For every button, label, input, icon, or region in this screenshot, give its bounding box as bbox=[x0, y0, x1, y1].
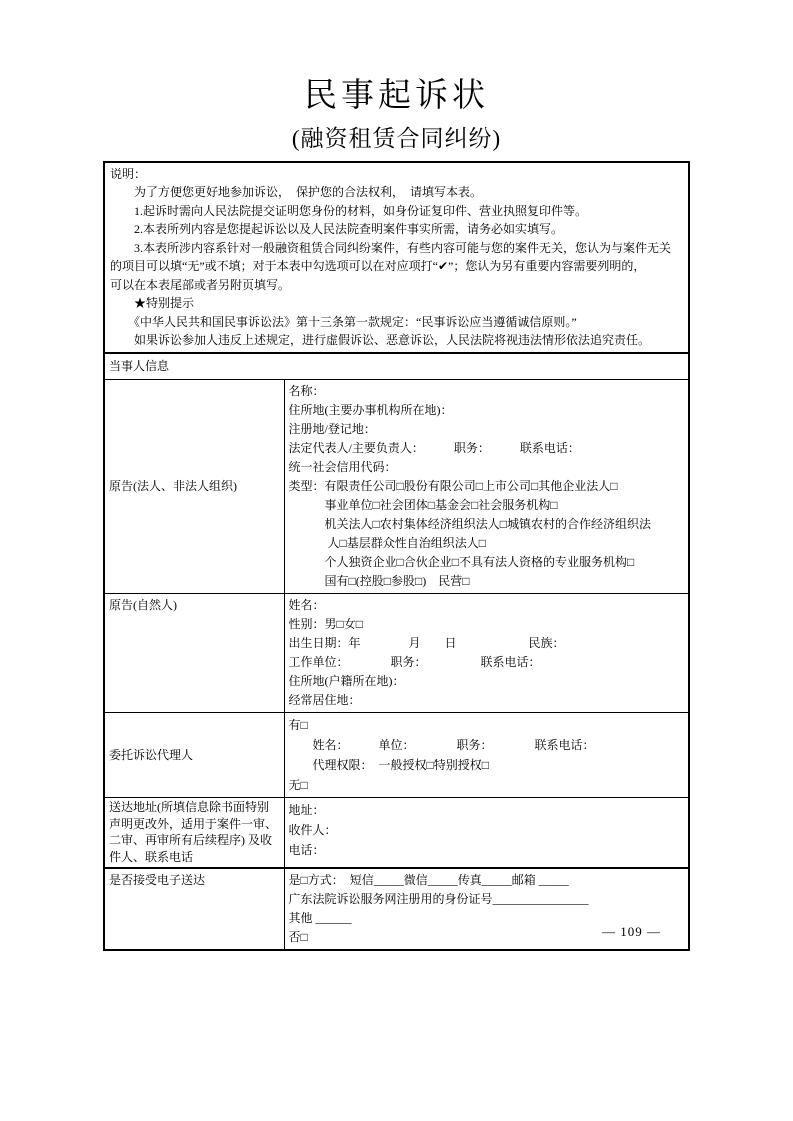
field-household-address: 住所地(户籍所在地)： bbox=[288, 674, 405, 689]
party-section-header: 当事人信息 bbox=[104, 353, 689, 380]
row-agent bbox=[104, 713, 689, 798]
field-agent-no: 无□ bbox=[288, 778, 308, 793]
agent-label: 委托诉讼代理人 bbox=[104, 713, 284, 798]
field-registered-address: 注册地/登记地： bbox=[288, 422, 376, 437]
field-org-ownership: 国有□(控股□参股□) 民营□ bbox=[288, 574, 470, 589]
plaintiff-org-fields bbox=[284, 380, 689, 594]
field-employer-title-phone: 工作单位： 职务： 联系电话： bbox=[288, 655, 541, 670]
field-birthdate-ethnicity: 出生日期：年 月 日 民族： bbox=[288, 636, 565, 651]
instructions-line: 3.本表所涉内容系针对一般融资租赁合同纠纷案件，有些内容可能与您的案件无关，您认为与案件无关 bbox=[110, 240, 672, 255]
field-agent-authority: 代理权限： 一般授权□特别授权□ bbox=[288, 758, 489, 773]
field-agent-info: 姓名： 单位： 职务： 联系电话： bbox=[288, 738, 595, 753]
instructions-line: 1.起诉时需向人民法院提交证明您身份的材料，如身份证复印件、营业执照复印件等。 bbox=[110, 203, 588, 218]
field-phone: 电话： bbox=[288, 843, 325, 858]
field-eservice-yes-methods: 是□方式： 短信_____微信_____传真_____邮箱 _____ bbox=[288, 873, 569, 888]
field-domicile: 住所地(主要办事机构所在地)： bbox=[288, 403, 453, 418]
row-party-section-header bbox=[104, 353, 689, 380]
instructions-line: 为了方便您更好地参加诉讼， 保护您的合法权利， 请填写本表。 bbox=[110, 185, 483, 200]
service-address-fields bbox=[284, 798, 689, 869]
field-org-type: 个人独资企业□合伙企业□不具有法人资格的专业服务机构□ bbox=[288, 555, 635, 570]
instructions-line: 如果诉讼参加人违反上述规定，进行虚假诉讼、恶意诉讼，人民法院将视违法情形依法追究责任。 bbox=[110, 333, 651, 348]
special-notice-heading: ★特别提示 bbox=[110, 296, 195, 311]
field-eservice-other: 其他 ______ bbox=[288, 911, 352, 926]
field-legal-representative: 法定代表人/主要负责人： 职务： 联系电话： bbox=[288, 441, 580, 456]
field-recipient: 收件人： bbox=[288, 823, 337, 838]
field-credit-code: 统一社会信用代码： bbox=[288, 460, 397, 475]
field-agent-yes: 有□ bbox=[288, 718, 308, 733]
document-subtitle: (融资租赁合同纠纷) bbox=[291, 126, 502, 152]
electronic-service-label: 是否接受电子送达 bbox=[104, 868, 284, 950]
row-instructions bbox=[104, 162, 689, 353]
row-plaintiff-person bbox=[104, 594, 689, 713]
field-address: 地址： bbox=[288, 803, 325, 818]
agent-fields bbox=[284, 713, 689, 798]
plaintiff-org-label: 原告(法人、非法人组织) bbox=[104, 380, 284, 594]
field-org-type: 机关法人□农村集体经济组织法人□城镇农村的合作经济组织法 bbox=[288, 517, 651, 532]
field-org-type: 事业单位□社会团体□基金会□社会服务机构□ bbox=[288, 498, 558, 513]
row-service-address bbox=[104, 798, 689, 869]
field-person-name: 姓名： bbox=[288, 598, 325, 613]
service-address-label: 送达地址(所填信息除书面特别声明更改外，适用于案件一审、二审、再审所有后续程序) 及收件人、联系电话 bbox=[104, 798, 284, 869]
field-org-type: 类型：有限责任公司□股份有限公司□上市公司□其他企业法人□ bbox=[288, 479, 618, 494]
instructions-heading: 说明： bbox=[110, 166, 147, 181]
instructions-line: 可以在本表尾部或者另附页填写。 bbox=[110, 277, 291, 292]
field-gender: 性别：男□女□ bbox=[288, 617, 363, 632]
plaintiff-person-label: 原告(自然人) bbox=[104, 594, 284, 713]
instructions-cell bbox=[104, 162, 689, 353]
instructions-line: 的项目可以填“无”或不填；对于本表中勾选项可以在对应项打“✔”；您认为另有重要内容需要列明的， bbox=[110, 259, 646, 274]
field-eservice-no: 否□ bbox=[288, 930, 308, 945]
plaintiff-person-fields bbox=[284, 594, 689, 713]
field-org-type: 人□基层群众性自治组织法人□ bbox=[288, 536, 486, 551]
field-eservice-id-number: 广东法院诉讼服务网注册用的身份证号________________ bbox=[288, 892, 589, 907]
document-title: 民事起诉状 bbox=[304, 78, 489, 114]
complaint-form-table bbox=[103, 161, 690, 952]
row-plaintiff-org bbox=[104, 380, 689, 594]
page-number: — 109 — bbox=[602, 924, 661, 939]
field-habitual-residence: 经常居住地： bbox=[288, 693, 361, 708]
instructions-line: 《中华人民共和国民事诉讼法》第十三条第一款规定：“民事诉讼应当遵循诚信原则。” bbox=[110, 314, 577, 329]
instructions-line: 2.本表所列内容是您提起诉讼以及人民法院查明案件事实所需，请务必如实填写。 bbox=[110, 222, 564, 237]
field-name: 名称： bbox=[288, 384, 325, 399]
